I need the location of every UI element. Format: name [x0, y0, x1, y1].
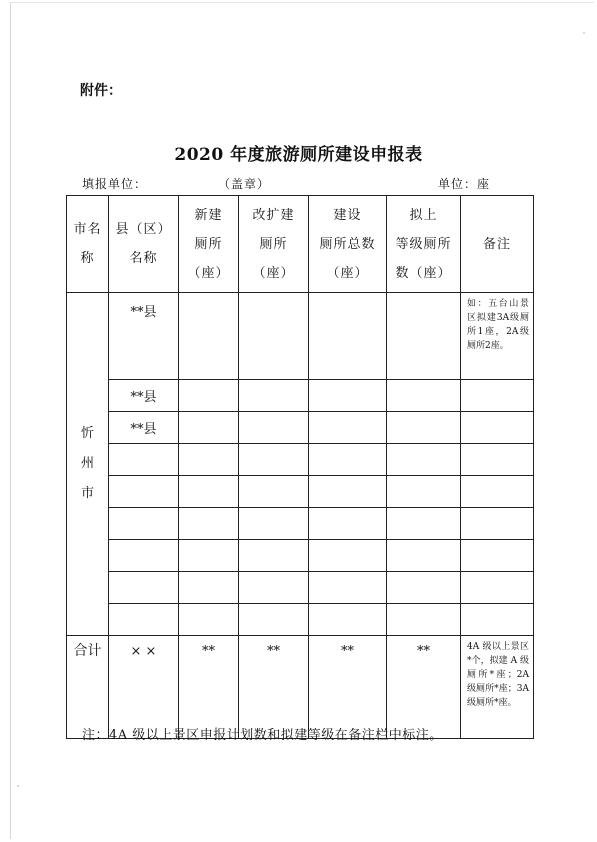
expand-cell — [239, 604, 309, 636]
total-county: × × — [109, 636, 179, 739]
expand-cell — [239, 476, 309, 508]
new-build-cell — [179, 508, 239, 540]
table-row — [67, 540, 534, 572]
scan-speck — [583, 32, 585, 34]
remark-cell — [461, 508, 534, 540]
expand-cell — [239, 444, 309, 476]
total-cell — [309, 444, 387, 476]
new-build-cell — [179, 380, 239, 412]
new-build-cell — [179, 604, 239, 636]
county-cell — [109, 444, 179, 476]
county-cell — [109, 572, 179, 604]
header-county: 县（区） 名称 — [109, 196, 179, 293]
expand-cell — [239, 540, 309, 572]
report-table — [66, 195, 534, 739]
total-remark: 4A 级以上景区*个，拟建 A 级厕所*座；2A 级厕所*座；3A 级厕所*座。 — [461, 636, 534, 739]
grade-cell — [387, 572, 461, 604]
header-city: 市名 称 — [67, 196, 109, 293]
county-cell: **县 — [109, 380, 179, 412]
county-cell — [109, 476, 179, 508]
table-row — [67, 412, 534, 444]
table-row — [67, 476, 534, 508]
total-cell — [309, 380, 387, 412]
remark-cell — [461, 572, 534, 604]
attachment-label: 附件： — [80, 83, 122, 99]
total-cell — [309, 293, 387, 380]
grade-cell — [387, 604, 461, 636]
header-remark: 备注 — [461, 196, 534, 293]
total-expand: ** — [239, 636, 309, 739]
table-row — [67, 293, 534, 380]
grade-cell — [387, 540, 461, 572]
expand-cell — [239, 293, 309, 380]
total-cell — [309, 572, 387, 604]
county-cell — [109, 604, 179, 636]
total-new-build: ** — [179, 636, 239, 739]
total-cell — [309, 508, 387, 540]
unit-label: 单位：座 — [438, 177, 491, 191]
remark-cell — [461, 380, 534, 412]
remark-cell: 如：五台山景区拟建3A级厕所1座，2A级厕所2座。 — [461, 293, 534, 380]
county-cell — [109, 540, 179, 572]
grade-cell — [387, 508, 461, 540]
total-cell — [309, 604, 387, 636]
header-total: 建设 厕所总数 （座） — [309, 196, 387, 293]
new-build-cell — [179, 572, 239, 604]
new-build-cell — [179, 540, 239, 572]
expand-cell — [239, 572, 309, 604]
footnote: 注：4A 级以上景区申报计划数和拟建等级在备注栏中标注。 — [82, 728, 443, 743]
grade-cell — [387, 380, 461, 412]
fill-unit-label: 填报单位： — [82, 177, 148, 191]
header-new-build: 新建 厕所 （座） — [179, 196, 239, 293]
remark-cell — [461, 444, 534, 476]
expand-cell — [239, 508, 309, 540]
grade-cell — [387, 412, 461, 444]
expand-cell — [239, 380, 309, 412]
total-label: 合计 — [67, 636, 109, 739]
remark-cell — [461, 476, 534, 508]
table-row — [67, 572, 534, 604]
county-cell: **县 — [109, 412, 179, 444]
city-cell: 忻 州 市 — [67, 293, 109, 636]
new-build-cell — [179, 476, 239, 508]
new-build-cell — [179, 293, 239, 380]
page-title: 2020 年度旅游厕所建设申报表 — [174, 145, 423, 165]
total-grade: ** — [387, 636, 461, 739]
total-cell — [309, 412, 387, 444]
table-row — [67, 508, 534, 540]
remark-cell — [461, 412, 534, 444]
scan-speck — [17, 785, 19, 787]
county-cell — [109, 508, 179, 540]
header-row — [67, 196, 534, 293]
grade-cell — [387, 476, 461, 508]
total-cell — [309, 540, 387, 572]
header-expand: 改扩建 厕所 （座） — [239, 196, 309, 293]
county-cell: **县 — [109, 293, 179, 380]
table-row — [67, 380, 534, 412]
expand-cell — [239, 412, 309, 444]
table-row — [67, 444, 534, 476]
total-cell — [309, 476, 387, 508]
total-total: ** — [309, 636, 387, 739]
new-build-cell — [179, 444, 239, 476]
table-row — [67, 604, 534, 636]
grade-cell — [387, 444, 461, 476]
remark-cell — [461, 604, 534, 636]
header-grade: 拟上 等级厕所 数（座） — [387, 196, 461, 293]
grade-cell — [387, 293, 461, 380]
new-build-cell — [179, 412, 239, 444]
remark-cell — [461, 540, 534, 572]
seal-label: （盖章） — [218, 177, 271, 191]
